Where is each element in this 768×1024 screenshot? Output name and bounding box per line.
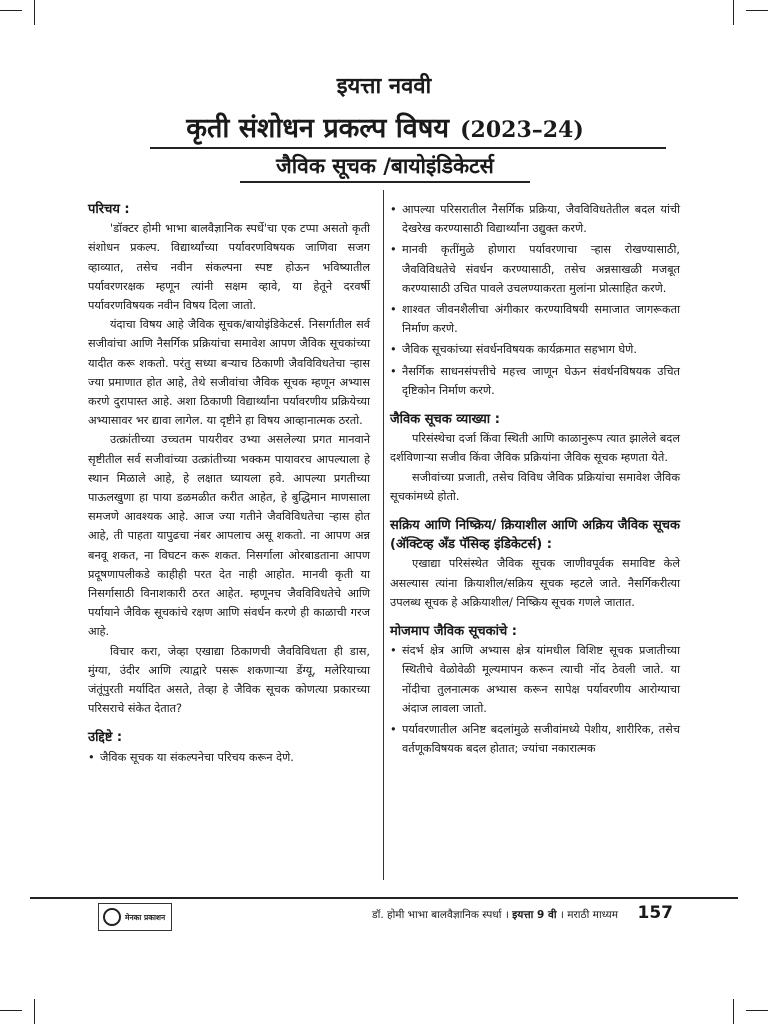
intro-paragraph: यंदाचा विषय आहे जैविक सूचक/बायोइंडिकेटर्स. निसर्गातील सर्व सजीवांचा आणि नैसर्गिक प्रक्रियांचा समावेश आपण जैविक सूचकांच्या यादीत करू शकतो. परंतु सध्या बऱ्याच ठिकाणी जैवविविधतेचा ऱ्हास ज्या प्रमाणात होत आहे, तेथे सजीवांचा जैविक सूचक म्हणून अभ्यास करणे दुरापास्त आहे. अशा ठिकाणी विद्यार्थ्यांना पर्यावरणीय प्रक्रियेच्या अभ्यासावर भर द्यावा लागेल. या दृष्टीने हा विषय आव्हानात्मक ठरतो. [88, 318, 370, 428]
measurement-heading: मोजमाप जैविक सूचकांचे : [390, 624, 517, 640]
footer-competition: डॉ. होमी भाभा बालवैज्ञानिक स्पर्धा [371, 909, 502, 921]
subtitle-rule [240, 181, 530, 183]
intro-paragraph: 'डॉक्टर होमी भाभा बालवैज्ञानिक स्पर्धे'चा एक टप्पा असतो कृती संशोधन प्रकल्प. विद्यार्थ्यांच्या पर्यावरणविषयक जाणिवा सजग व्हाव्यात, तसेच नवीन संकल्पना स्पष्ट होऊन भविष्यातील पर्यावरणरक्षक म्हणून त्यांनी सक्षम व्हावे, या हेतूने दरवर्षी पर्यावरणविषयक नवीन विषय दिला जातो. [88, 222, 370, 313]
objective-item: • जैविक सूचकांच्या संवर्धनविषयक कार्यक्रमात सहभाग घेणे. [390, 340, 680, 359]
objective-item: • आपल्या परिसरातील नैसर्गिक प्रक्रिया, जैवविविधतेतील बदल यांची देखरेख करण्यासाठी विद्यार्थ्यांना उद्युक्त करणे. [390, 200, 680, 238]
definition-paragraph: सजीवांच्या प्रजाती, तसेच विविध जैविक प्रक्रियांचा समावेश जैविक सूचकांमध्ये होतो. [390, 470, 680, 503]
footer-text [372, 908, 618, 922]
objectives-heading: उद्दिष्टे : [88, 730, 123, 746]
page-title: कृती संशोधन प्रकल्प विषय [186, 113, 450, 144]
definition-heading: जैविक सूचक व्याख्या : [390, 412, 500, 428]
publisher-logo [98, 903, 172, 931]
footer-rule [30, 897, 738, 899]
publisher-logo-icon [103, 908, 121, 926]
intro-paragraph: विचार करा, जेव्हा एखाद्या ठिकाणची जैवविविधता ही डास, मुंग्या, उंदीर आणि त्याद्वारे पसरू शकणाऱ्या डेंग्यू, मलेरियाच्या जंतूंपुरती मर्यादित असते, तेव्हा हे जैविक सूचक कोणत्या प्रकारच्या परिसराचे संकेत देतात? [88, 644, 370, 716]
page-header [0, 70, 768, 100]
active-passive-paragraph: एखाद्या परिसंस्थेत जैविक सूचक जाणीवपूर्वक समाविष्ट केले असल्यास त्यांना क्रियाशील/सक्रिय सूचक म्हटले जाते. नैसर्गिकरीत्या उपलब्ध सूचक हे अक्रियाशील/ निष्क्रिय सूचक गणले जातात. [390, 557, 680, 609]
page-number: 157 [637, 903, 673, 923]
page-subtitle: जैविक सूचक /बायोइंडिकेटर्स [276, 154, 494, 178]
crop-mark [0, 10, 22, 11]
crop-mark [733, 0, 734, 25]
crop-mark [34, 999, 35, 1024]
crop-mark [0, 1010, 22, 1011]
right-column [390, 200, 680, 760]
definition-paragraph: परिसंस्थेचा दर्जा किंवा स्थिती आणि काळानुरूप त्यात झालेले बदल दर्शविणाऱ्या सजीव किंवा जैविक प्रक्रियांना जैविक सूचक म्हणता येते. [390, 432, 680, 465]
objective-item: • मानवी कृतींमुळे होणारा पर्यावरणाचा ऱ्हास रोखण्यासाठी, जैवविविधतेचे संवर्धन करण्यासाठी, तसेच अन्नसाखळी मजबूत करण्यासाठी उचित पावले उचलण्याकरता मुलांना प्रोत्साहित करणे. [390, 240, 680, 298]
objective-item: • जैविक सूचक या संकल्पनेचा परिचय करून देणे. [88, 748, 370, 767]
crop-mark [746, 1010, 768, 1011]
publisher-name: मेनका प्रकाशन [125, 912, 166, 922]
footer-grade: इयत्ता 9 वी [512, 909, 557, 921]
year-label: (2023–24) [460, 117, 584, 143]
column-divider [383, 190, 384, 880]
grade-label: इयत्ता नववी [336, 74, 432, 99]
footer-separator: । [559, 909, 564, 921]
crop-mark [733, 999, 734, 1024]
intro-paragraph: उत्क्रांतीच्या उच्चतम पायरीवर उभ्या असलेल्या प्रगत मानवाने सृष्टीतील सर्व सजीवांच्या उत्क्रांतीच्या भक्कम पायावरच आपल्याला हे स्थान मिळाले आहे, हे लक्षात घ्यायला हवे. आपल्या प्रगतीच्या पाऊलखुणा हा पाया डळमळीत करीत आहेत, हे बुद्धिमान माणसाला समजणे आवश्यक आहे. आज ज्या गतीने जैवविविधतेचा ऱ्हास होत आहे, ती पाहता यापुढचा नंबर आपलाच असू शकतो. ना आपण अन्न बनवू शकत, ना विघटन करू शकत. निसर्गाला ओरबाडताना आपण प्रदूषणापलीकडे काहीही परत देत नाही आहोत. मानवी कृती या निसर्गासाठी विनाशकारी ठरत आहेत. म्हणूनच जैवविविधतेचे आणि पर्यायाने जैविक सूचकांचे रक्षण आणि संवर्धन करणे ही काळाची गरज आहे. [88, 433, 370, 639]
intro-heading: परिचय : [88, 202, 130, 217]
measurement-item: • संदर्भ क्षेत्र आणि अभ्यास क्षेत्र यांमधील विशिष्ट सूचक प्रजातीच्या स्थितीचे वेळोवेळी मूल्यमापन करून त्याची नोंद ठेवली जाते. या नोंदीचा तुलनात्मक अभ्यास करून सापेक्ष पर्यावरणीय आरोग्याचा अंदाज लावला जातो. [390, 641, 680, 718]
title-rule [150, 147, 666, 149]
active-passive-heading: सक्रिय आणि निष्क्रिय/ क्रियाशील आणि अक्रिय जैविक सूचक (ॲक्टिव्ह अँड पॅसिव्ह इंडिकेटर्स) : [390, 518, 680, 553]
crop-mark [746, 10, 768, 11]
left-column [88, 200, 370, 769]
footer-medium: मराठी माध्यम [567, 909, 618, 921]
objective-item: • नैसर्गिक साधनसंपत्तीचे महत्त्व जाणून घेऊन संवर्धनविषयक उचित दृष्टिकोन निर्माण करणे. [390, 362, 680, 400]
measurement-item: • पर्यावरणातील अनिष्ट बदलांमुळे सजीवांमध्ये पेशीय, शारीरिक, तसेच वर्तणूकविषयक बदल होतात; ज्यांचा नकारात्मक [390, 720, 680, 758]
crop-mark [34, 0, 35, 25]
objective-item: • शाश्वत जीवनशैलीचा अंगीकार करण्याविषयी समाजात जागरूकता निर्माण करणे. [390, 300, 680, 338]
footer-separator: । [504, 909, 509, 921]
title-line [150, 108, 620, 145]
